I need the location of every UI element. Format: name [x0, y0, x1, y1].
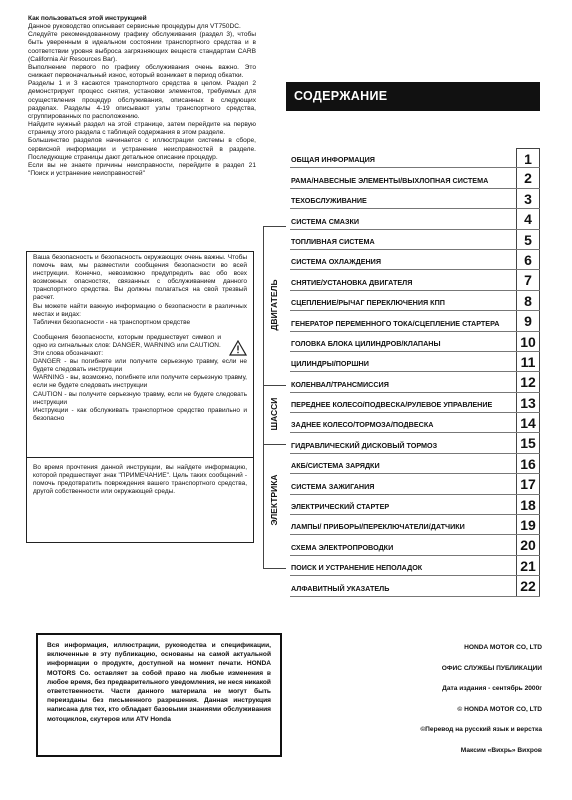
toc-item-label: АКБ/СИСТЕМА ЗАРЯДКИ: [291, 461, 380, 471]
toc-item-label: ЗАДНЕЕ КОЛЕСО/ТОРМОЗА/ПОДВЕСКА: [291, 420, 434, 430]
toc-item-number: 4: [516, 209, 540, 228]
toc-item[interactable]: [290, 433, 540, 453]
toc-item[interactable]: [290, 576, 540, 596]
toc-item-number: 21: [516, 556, 540, 575]
toc-item[interactable]: [290, 332, 540, 352]
toc-item-number: 15: [516, 433, 540, 452]
toc-item[interactable]: [290, 148, 540, 168]
toc-item[interactable]: [290, 291, 540, 311]
toc-item-label: ЛАМПЫ/ ПРИБОРЫ/ПЕРЕКЛЮЧАТЕЛИ/ДАТЧИКИ: [291, 522, 465, 532]
credit-line: ©Перевод на русский язык и верстка: [420, 726, 542, 734]
toc-item[interactable]: [290, 535, 540, 555]
credit-line: ОФИС СЛУЖБЫ ПУБЛИКАЦИИ: [441, 664, 542, 672]
toc-item[interactable]: [290, 189, 540, 209]
intro-paragraph: Разделы 1 и 3 касаются транспортного средства в целом. Раздел 2 демонстрирует процесс снятия, установки элементов, требуемых для осуществления процедур обслуживания, описанных в следующих разделах. Разделы 4-19 описывают узлы транспортного средства, сгруппированных по расположению.: [28, 80, 256, 120]
copyright-notice: [36, 633, 282, 757]
toc-item-number: 7: [516, 270, 540, 289]
toc-item-label: ТОПЛИВНАЯ СИСТЕМА: [291, 236, 375, 246]
toc-item-label: РАМА/НАВЕСНЫЕ ЭЛЕМЕНТЫ/ВЫХЛОПНАЯ СИСТЕМА: [291, 175, 489, 185]
toc-item-number: 13: [516, 393, 540, 412]
toc-item-number: 16: [516, 454, 540, 473]
notice-text: Вся информация, иллюстрации, руководства и спецификации, включенные в эту публикацию, основаны на самой актуальной информации о продукте, доступной на момент печати. HONDA MOTORS Co. оставляет за собой право на любые изменения в любое время, без предварительного уведомления, не неся никакой ответственности. Части данного материала не могут быть переизданы без письменного разрешения. Данная инструкция написана для тех, кто обладает базовыми знаниями обслуживания мотоциклов, скутеров или ATV Honda: [47, 642, 271, 723]
toc-item-number: 5: [516, 230, 540, 249]
toc-item-number: 11: [516, 352, 540, 371]
toc-item-number: 19: [516, 515, 540, 534]
toc-item-label: СХЕМА ЭЛЕКТРОПРОВОДКИ: [291, 542, 394, 552]
intro-paragraph: Выполнение первого по графику обслуживания очень важно. Это снижает первоначальный износ, который возникает в период обкатки.: [28, 63, 256, 80]
toc-item-number: 8: [516, 291, 540, 310]
toc-item[interactable]: [290, 515, 540, 535]
toc-item-label: СИСТЕМА ЗАЖИГАНИЯ: [291, 481, 375, 491]
toc-item[interactable]: [290, 209, 540, 229]
credit-line: Дата издания - сентябрь 2000г: [442, 685, 542, 693]
safety-paragraph: Вы можете найти важную информацию о безопасности в различных местах и видах:: [33, 302, 247, 318]
toc-item-number: 20: [516, 535, 540, 554]
toc-item-number: 14: [516, 413, 540, 432]
safety-paragraph: Эти слова обозначают:: [33, 350, 104, 358]
toc-item-number: 1: [516, 148, 540, 167]
safety-paragraph: CAUTION - вы получите серьезную травму, если не будете следовать инструкции: [33, 390, 247, 406]
section-label-electrics: ЭЛЕКТРИКА: [269, 474, 279, 526]
toc-item-label: СИСТЕМА ОХЛАЖДЕНИЯ: [291, 257, 382, 267]
intro-paragraph: Найдите нужный раздел на этой странице, затем перейдите на первую страницу этого раздела с таблицей содержания в этом разделе.: [28, 121, 256, 137]
toc-item-number: 17: [516, 474, 540, 493]
toc-item-label: ЦИЛИНДРЫ/ПОРШНИ: [291, 359, 369, 369]
safety-paragraph: WARNING - вы, возможно, погибнете или получите серьезную травму, если не будете следовать инструкции: [33, 374, 247, 390]
toc-item-number: 12: [516, 372, 540, 391]
toc-item[interactable]: [290, 270, 540, 290]
toc-item-label: ПОИСК И УСТРАНЕНИЕ НЕПОЛАДОК: [291, 563, 423, 573]
toc-item-label: АЛФАВИТНЫЙ УКАЗАТЕЛЬ: [291, 583, 390, 593]
intro-paragraph: Если вы не знаете причины неисправности, перейдите в раздел 21 "Поиск и устранение неисправностей": [28, 161, 256, 177]
safety-paragraph: Инструкции - как обслуживать транспортное средство правильно и безопасно: [33, 406, 247, 422]
safety-paragraph: Ваша безопасность и безопасность окружающих очень важны. Чтобы помочь вам, мы разместили сообщения безопасности во всей инструкции. Конечно, невозможно предупредить вас обо всех возможных опасностях, связанных с обслуживанием данного транспортного средства. Вы должны полагаться на свой трезвый расчет.: [33, 254, 247, 302]
toc-item[interactable]: [290, 168, 540, 188]
toc-item-label: ЭЛЕКТРИЧЕСКИЙ СТАРТЕР: [291, 502, 390, 512]
toc-item[interactable]: [290, 230, 540, 250]
toc-item[interactable]: [290, 393, 540, 413]
intro-paragraph: Большинство разделов начинается с иллюстрации системы в сборе, сервисной информации и устранение неисправностей в разделе. Последующие страницы дают детальное описание процедур.: [28, 137, 256, 161]
section-label-engine: ДВИГАТЕЛЬ: [269, 279, 279, 331]
toc-item-label: ТЕХОБСЛУЖИВАНИЕ: [291, 196, 367, 206]
safety-box: [26, 251, 254, 458]
toc-list: [290, 148, 540, 597]
credit-line: HONDA MOTOR CO, LTD: [464, 644, 542, 651]
toc-item[interactable]: [290, 413, 540, 433]
intro-block: [28, 15, 256, 178]
safety-paragraph: DANGER - вы погибнете или получите серьезную травму, если не будете следовать инструкции: [33, 358, 247, 374]
intro-heading: Как пользоваться этой инструкцией: [28, 15, 147, 22]
toc-title: СОДЕРЖАНИЕ: [286, 82, 540, 111]
warning-triangle-icon: [229, 340, 247, 356]
intro-paragraph: Данное руководство описывает сервисные процедуры для VT750DC.: [28, 23, 241, 31]
toc-item-number: 22: [516, 576, 540, 595]
toc-item[interactable]: [290, 250, 540, 270]
toc-item[interactable]: [290, 352, 540, 372]
toc-item[interactable]: [290, 556, 540, 576]
toc-item-label: ГИДРАВЛИЧЕСКИЙ ДИСКОВЫЙ ТОРМОЗ: [291, 440, 438, 450]
toc-item-number: 10: [516, 332, 540, 351]
toc-item[interactable]: [290, 454, 540, 474]
toc-item-number: 6: [516, 250, 540, 269]
note-paragraph: Во время прочтения данной инструкции, вы найдете информацию, которой предшествует знак "ПРИМЕЧАНИЕ". Цель таких сообщений - помочь предотвратить повреждения вашего транспортного средства, другой собственности или окружающей среды.: [33, 464, 247, 496]
toc-item-label: СНЯТИЕ/УСТАНОВКА ДВИГАТЕЛЯ: [291, 277, 413, 287]
toc-item[interactable]: [290, 372, 540, 392]
toc-item[interactable]: [290, 474, 540, 494]
toc-item-label: СИСТЕМА СМАЗКИ: [291, 216, 360, 226]
section-label-chassis: ШАССИ: [269, 397, 279, 431]
toc-item-label: СЦЕПЛЕНИЕ/РЫЧАГ ПЕРЕКЛЮЧЕНИЯ КПП: [291, 298, 445, 308]
toc-item[interactable]: [290, 311, 540, 331]
safety-paragraph: Таблички безопасности - на транспортном средстве: [33, 318, 191, 326]
publisher-credits: [322, 644, 542, 768]
credit-line: Максим «Вихрь» Вихров: [460, 746, 542, 754]
toc-item-number: 2: [516, 168, 540, 187]
toc-item-number: 3: [516, 189, 540, 208]
toc-item-label: ОБЩАЯ ИНФОРМАЦИЯ: [291, 155, 375, 165]
toc-item-label: КОЛЕНВАЛ/ТРАНСМИССИЯ: [291, 379, 389, 389]
toc-item-label: ГОЛОВКА БЛОКА ЦИЛИНДРОВ/КЛАПАНЫ: [291, 338, 441, 348]
toc-item-number: 9: [516, 311, 540, 330]
toc-item-label: ПЕРЕДНЕЕ КОЛЕСО/ПОДВЕСКА/РУЛЕВОЕ УПРАВЛЕНИЕ: [291, 400, 493, 410]
toc-item-label: ГЕНЕРАТОР ПЕРЕМЕННОГО ТОКА/СЦЕПЛЕНИЕ СТАРТЕРА: [291, 318, 500, 328]
credit-line: © HONDA MOTOR CO, LTD: [457, 705, 542, 713]
note-box: [26, 457, 254, 543]
intro-paragraph: Следуйте рекомендованному графику обслуживания (раздел 3), чтобы быть уверенным в идеальном состоянии транспортного средства и в соответствии уровня выброса загрязняющих веществ стандартам CARB (California Air Resources Bar).: [28, 31, 256, 63]
toc-item-number: 18: [516, 495, 540, 514]
safety-paragraph: Сообщения безопасности, которым предшествует символ и одно из сигнальных слов: DANGER, WARNING или CAUTION.: [33, 333, 221, 349]
toc-item[interactable]: [290, 495, 540, 515]
